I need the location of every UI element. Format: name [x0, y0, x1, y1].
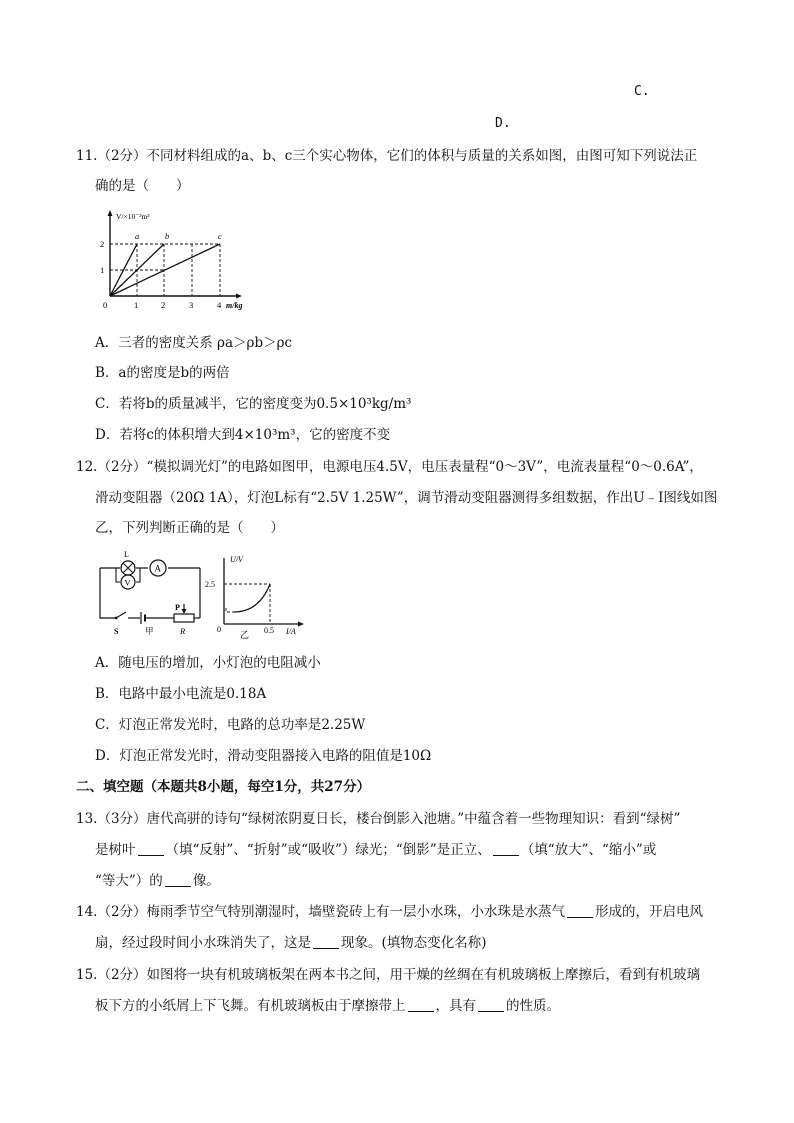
q14-line1 [76, 902, 703, 922]
q15-blank-2[interactable] [478, 997, 504, 1012]
q13-text-b: （填“反射”、“折射”或“吸收”）绿光；“倒影”是正立、 [165, 842, 491, 858]
q13-text-d: “等大”）的 [95, 873, 163, 889]
ui-y-axis-label: U/V [230, 555, 243, 564]
q15-line2 [95, 996, 560, 1016]
q11-stem-line1: 11.（2分）不同材料组成的a、b、c三个实心物体，它们的体积与质量的关系如图，由图可知下列说法正 [76, 148, 698, 164]
q11-option-a: A．三者的密度关系 ρa＞ρb＞ρc [95, 335, 293, 351]
x-tick-2: 2 [161, 300, 166, 310]
q15-blank-1[interactable] [408, 997, 434, 1012]
q14-blank-2[interactable] [313, 934, 339, 949]
q11-option-b: B．a的密度是b的两倍 [95, 365, 230, 381]
ui-x-value: 0.5 [264, 626, 274, 635]
switch-label: S [114, 627, 119, 636]
q15-line1: 15.（2分）如图将一块有机玻璃板架在两本书之间，用干燥的丝绸在有机玻璃板上摩擦后，看到有机玻璃 [76, 967, 701, 983]
q13-line2 [95, 840, 656, 860]
q14-line2 [95, 933, 487, 953]
q12-circuit-diagram [96, 548, 206, 640]
q12-option-a: A．随电压的增加，小灯泡的电阻减小 [95, 655, 321, 671]
q11-volume-mass-graph [98, 208, 248, 316]
switch-symbol [116, 612, 126, 618]
q13-text-c: （填“放大”、“缩小”或 [520, 842, 657, 858]
q14-text-c: 扇，经过段时间小水珠消失了，这是 [95, 935, 311, 951]
series-c-label: c [218, 231, 222, 241]
q12-stem-line1: 12.（2分）“模拟调光灯”的电路如图甲，电源电压4.5V，电压表量程“0～3V”，电流表量程“0～0.6A”， [76, 459, 703, 475]
q13-text-e: 像。 [192, 873, 220, 889]
q13-blank-3[interactable] [165, 872, 191, 887]
q12-stem-line2: 滑动变阻器（20Ω 1A），灯泡L标有“2.5V 1.25W”，调节滑动变阻器测得多组数据，作出U﹣I图线如图 [95, 490, 718, 506]
figure-yi-label: 乙 [240, 630, 250, 640]
q15-text-a: 板下方的小纸屑上下飞舞。有机玻璃板由于摩擦带上 [95, 998, 406, 1014]
q11-stem-line2: 确的是（ ） [95, 178, 190, 194]
x-tick-1: 1 [134, 300, 139, 310]
x-tick-3: 3 [189, 300, 194, 310]
q15-text-c: 的性质。 [506, 998, 560, 1014]
q14-text-d: 现象。(填物态变化名称) [341, 935, 487, 951]
ui-curve [234, 584, 270, 612]
rheostat-label: R [180, 626, 186, 636]
x-tick-4: 4 [217, 300, 222, 310]
q14-blank-1[interactable] [567, 903, 593, 918]
section2-title: 二、填空题（本题共8小题，每空1分，共27分） [76, 779, 371, 795]
q14-text-a: 14.（2分）梅雨季节空气特别潮湿时，墙壁瓷砖上有一层小水珠，小水珠是水蒸气 [76, 904, 566, 920]
y-tick-2: 2 [100, 239, 105, 249]
y-tick-1: 1 [100, 265, 105, 275]
q14-text-b: 形成的，开启电风 [595, 904, 704, 920]
ui-y-value: 2.5 [205, 580, 215, 589]
q12-option-d: D．灯泡正常发光时，滑动变阻器接入电路的阻值是10Ω [95, 748, 432, 764]
q12-option-c: C．灯泡正常发光时，电路的总功率是2.25W [95, 717, 366, 733]
x-axis-label: m/kg [226, 301, 243, 310]
q12-stem-line3: 乙，下列判断正确的是（ ） [95, 520, 284, 536]
origin-label: 0 [103, 300, 108, 310]
ui-x-axis-label: I/A [286, 627, 296, 636]
q11-option-c: C．若将b的质量减半，它的密度变为0.5×10³kg/m³ [95, 396, 412, 412]
lamp-label: L [124, 550, 129, 559]
rheostat-symbol [174, 614, 194, 622]
q13-line3 [95, 871, 220, 891]
slider-label: P [175, 603, 180, 612]
series-a-label: a [135, 231, 140, 241]
q13-line1: 13.（3分）唐代高骈的诗句“绿树浓阴夏日长，楼台倒影入池塘。”中蕴含着一些物理知识：看到“绿树” [76, 811, 681, 827]
q12-ui-graph [204, 552, 314, 640]
q12-option-b: B．电路中最小电流是0.18A [95, 686, 267, 702]
ammeter-label: A [154, 563, 161, 574]
series-b-label: b [165, 231, 170, 241]
option-c-label: C. [634, 84, 650, 99]
ui-origin: 0 [217, 625, 221, 634]
q13-blank-1[interactable] [138, 841, 164, 856]
option-d-label: D. [495, 116, 511, 131]
q13-text-a: 是树叶 [95, 842, 136, 858]
voltmeter-label: V [124, 577, 131, 588]
y-axis-label: V/×10⁻³m³ [116, 212, 150, 221]
q13-blank-2[interactable] [493, 841, 519, 856]
figure-jia-label: 甲 [145, 626, 154, 636]
q11-option-d: D．若将c的体积增大到4×10³m³，它的密度不变 [95, 427, 391, 443]
q15-text-b: ，具有 [435, 998, 476, 1014]
